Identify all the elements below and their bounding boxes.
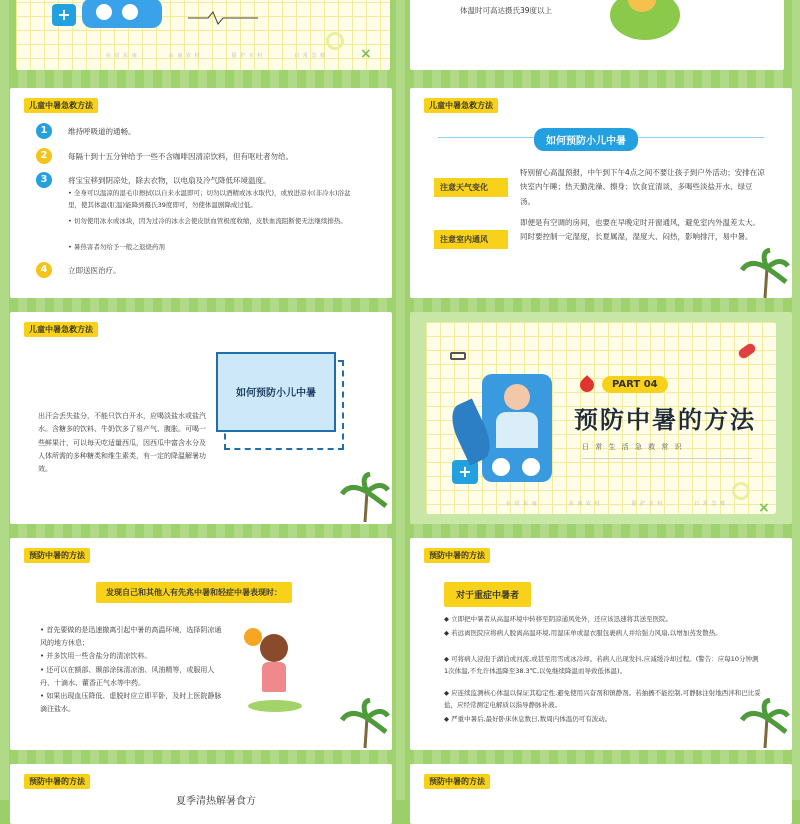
footer-item: 在 语 东 南	[106, 53, 138, 59]
step-text: 维持呼吸道的通畅。	[68, 127, 136, 136]
sub-point-text: 全身可以温凉的湿毛巾擦拭(以自来水温即可；切勿以酒精或冰水取代)，或放进凉水(非冷水)浴盆里，使其体温(肛温)能降到摄氏39度即可，勿使体温剧降成过低。	[68, 189, 351, 209]
step-text: 每隔十到十五分钟给予一些不含咖啡因清凉饮料，但有呕吐者勿给。	[68, 152, 293, 161]
row-label: 注意室内通风	[434, 230, 508, 249]
slide-mild[interactable]	[10, 538, 392, 750]
doctor-head	[504, 384, 530, 410]
prevent-title: 如何预防小儿中暑	[534, 128, 638, 151]
severe-point-text: 若远离医院应将病人脱离高温环境,用湿床单或湿衣服包裹病人并给强力风扇,以增加蒸发散热。	[451, 629, 722, 637]
footer-item: 日 常 急 救	[694, 501, 726, 507]
mild-point: • 还可以在额部、颞部涂抹清凉油、风油精等，或服用人丹、十滴水、藿香正气水等中药。	[40, 666, 215, 688]
section-tag: 预防中暑的方法	[24, 774, 90, 789]
step-number: 1	[36, 123, 52, 139]
step-number: 2	[36, 148, 52, 164]
mild-point-text: 还可以在额部、颞部涂抹清凉油、风油精等，或服用人丹、十滴水、藿香正气水等中药。	[40, 666, 215, 688]
footer-item: 在 语 东 南	[506, 501, 538, 507]
blood-drop-icon	[577, 375, 597, 395]
severe-point: ◆ 严重中暑后,最好卧床休息数日,数周内体温仍可有波动。	[444, 715, 612, 723]
grass-base	[248, 700, 302, 712]
severe-point: ◆ 若远离医院应将病人脱离高温环境,用湿床单或湿衣服包裹病人并给强力风扇,以增加蒸发散热。	[444, 629, 722, 637]
severe-point-text: 立即把中暑者从高温环境中转移至阴凉通风处外，还应该迅速将其送至医院。	[451, 615, 673, 623]
heartbeat-line	[188, 10, 258, 26]
section-tag: 预防中暑的方法	[424, 548, 490, 563]
mild-point-text: 首先要做的是迅速撤离引起中暑的高温环境，选择阴凉通风的地方休息；	[40, 626, 222, 648]
fever-text: 体温时可高达摄氏39度以上	[460, 6, 553, 15]
sub-point: • 切勿使用冰水或冰块，因为过冷的冰水会使皮肤血管极度收缩，皮肤血流阻断使无法继续排热。	[68, 217, 347, 225]
footer-item: 提 护 买 村	[231, 53, 264, 59]
footer-item: 提 护 买 村	[631, 501, 664, 507]
cover-footer	[106, 52, 326, 59]
mild-point-text: 如果出现血压降低、虚脱时应立即平卧，及时上医院静脉滴注盐水。	[40, 692, 222, 714]
palm-tree-decoration	[740, 248, 790, 298]
cross-decoration: ×	[360, 46, 372, 62]
phone-icon	[96, 4, 112, 20]
severe-point-text: 严重中暑后,最好卧床休息数日,数周内体温仍可有波动。	[451, 715, 612, 723]
row-text: 即便是有空调的房间，也要在早晚定时开窗通风，避免室内外温差太大。同时要控制一定湿度，长夏属湿，湿度大、闷热，影响排汗，易中暑。	[520, 218, 760, 242]
subtitle-underline	[582, 458, 752, 459]
ring-decoration	[326, 32, 344, 50]
slide-severe[interactable]	[410, 538, 792, 750]
mild-point-text: 并多饮用一些含盐分的清凉饮料。	[46, 652, 152, 660]
part-badge: PART 04	[602, 376, 668, 393]
phone-card-illustration	[82, 0, 162, 28]
severe-point-text: 可将病人浸泡于湖泊或河流,或甚至用雪或冰冷却。若病人出现发抖,应减缓冷却过程。(警告：应每10分钟测1次体温,不允许体温降至38.3℃,以免继续降温而导致低体温)。	[444, 655, 759, 675]
slide-cover-partial[interactable]	[16, 0, 390, 70]
girl-illustration	[248, 628, 298, 714]
section-tag: 儿童中暑急救方法	[24, 322, 98, 337]
slide-fever-partial[interactable]	[410, 0, 784, 70]
section-tag: 预防中暑的方法	[24, 548, 90, 563]
doctor-phone-illustration	[482, 374, 552, 482]
mild-banner: 发现自己和其他人有先兆中暑和轻症中暑表现时：	[96, 582, 292, 603]
footer-item: 日 常 急 救	[294, 53, 326, 59]
user-icon	[522, 458, 540, 476]
sun-icon	[244, 628, 262, 646]
section-tag: 儿童中暑急救方法	[424, 98, 498, 113]
palm-tree-decoration	[340, 472, 390, 522]
food-title: 夏季清热解暑食方	[176, 796, 256, 807]
cover-footer	[506, 500, 726, 507]
cover-card	[426, 322, 776, 514]
medical-kit-icon: +	[52, 4, 76, 26]
girl-head	[260, 634, 288, 662]
palm-tree-decoration	[340, 698, 390, 748]
sub-point-text: 暑热害者勿给予一般之退烧药剂	[73, 243, 165, 251]
slide-prevent[interactable]	[410, 88, 792, 298]
ring-decoration	[732, 482, 750, 500]
mild-point: • 首先要做的是迅速撤离引起中暑的高温环境，选择阴凉通风的地方休息；	[40, 626, 222, 648]
phone-icon	[492, 458, 510, 476]
severe-banner: 对于重症中暑者	[444, 582, 531, 607]
severe-point: ◆ 应连续监测核心体温以保证其稳定性.避免使用兴奋剂和镇静剂。若抽搐不能控制,可静脉注射地西泮和巴比妥盐，应经常测定电解质以指导静脉补液。	[444, 689, 761, 709]
medical-kit-icon: +	[452, 460, 478, 484]
banner-box: 如何预防小儿中暑	[216, 352, 336, 432]
drink-text: 出汗会丢失盐分，不能只饮白开水，应喝淡盐水或盐汽水。含糖多的饮料、牛奶饮多了易产气、腹胀。可喝一些鲜果汁，可以每天吃适量西瓜，因西瓜中富含水分及人体所需的多种糖类和维生素类，有一定的降温解暑功效。	[38, 412, 206, 474]
section-tag: 儿童中暑急救方法	[24, 98, 98, 113]
palm-tree-decoration	[740, 698, 790, 748]
bed-icon	[450, 352, 466, 360]
step-number: 4	[36, 262, 52, 278]
part-subtitle: 日 常 生 活 急 救 常 识	[582, 443, 684, 451]
cross-decoration: ×	[758, 500, 770, 516]
sub-point-text: 切勿使用冰水或冰块，因为过冷的冰水会使皮肤血管极度收缩，皮肤血流阻断使无法继续排热。	[73, 217, 347, 225]
sub-point: • 全身可以温凉的湿毛巾擦拭(以自来水温即可；切勿以酒精或冰水取代)，或放进凉水(非冷水)浴盆里，使其体温(肛温)能降到摄氏39度即可，勿使体温剧降成过低。	[68, 189, 351, 209]
row-text: 特别留心高温预报，中午到下午4点之间不要让孩子到户外活动；安排在凉快室内午睡；热天勤洗澡、擦身；饮食宜清谈，多喝些淡盐开水、绿豆汤。	[520, 168, 765, 206]
mild-point: • 如果出现血压降低、虚脱时应立即平卧，及时上医院静脉滴注盐水。	[40, 692, 222, 714]
girl-body	[262, 662, 286, 692]
pill-icon	[737, 342, 757, 361]
severe-point: ◆ 可将病人浸泡于湖泊或河流,或甚至用雪或冰冷却。若病人出现发抖,应减缓冷却过程。(警告：应每10分钟测1次体温,不允许体温降至38.3℃,以免继续降温而导致低体温)。	[444, 655, 759, 675]
slide-bottom-right-partial[interactable]	[410, 764, 792, 824]
mild-point: • 并多饮用一些含盐分的清凉饮料。	[40, 652, 152, 660]
step-number: 3	[36, 172, 52, 188]
part-title: 预防中暑的方法	[574, 406, 756, 434]
row-label: 注意天气变化	[434, 178, 508, 197]
user-icon	[122, 4, 138, 20]
slide-food-partial[interactable]	[10, 764, 392, 824]
footer-item: 东 南 农 村	[168, 53, 201, 59]
sub-point: • 暑热害者勿给予一般之退烧药剂	[68, 243, 165, 251]
slide-part-cover[interactable]	[410, 312, 792, 524]
step-text: 立即送医治疗。	[68, 266, 121, 275]
doctor-body	[496, 412, 538, 448]
severe-point-text: 应连续监测核心体温以保证其稳定性.避免使用兴奋剂和镇静剂。若抽搐不能控制,可静脉注射地西泮和巴比妥盐，应经常测定电解质以指导静脉补液。	[444, 689, 761, 709]
section-tag: 预防中暑的方法	[424, 774, 490, 789]
slide-drink[interactable]	[10, 312, 392, 524]
severe-point: ◆ 立即把中暑者从高温环境中转移至阴凉通风处外，还应该迅速将其送至医院。	[444, 615, 673, 623]
step-text: 将宝宝移到阴凉处，除去衣物，以电扇及冷气降低环境温度。	[68, 176, 271, 185]
slide-first-aid[interactable]	[10, 88, 392, 298]
footer-item: 东 南 农 村	[568, 501, 601, 507]
